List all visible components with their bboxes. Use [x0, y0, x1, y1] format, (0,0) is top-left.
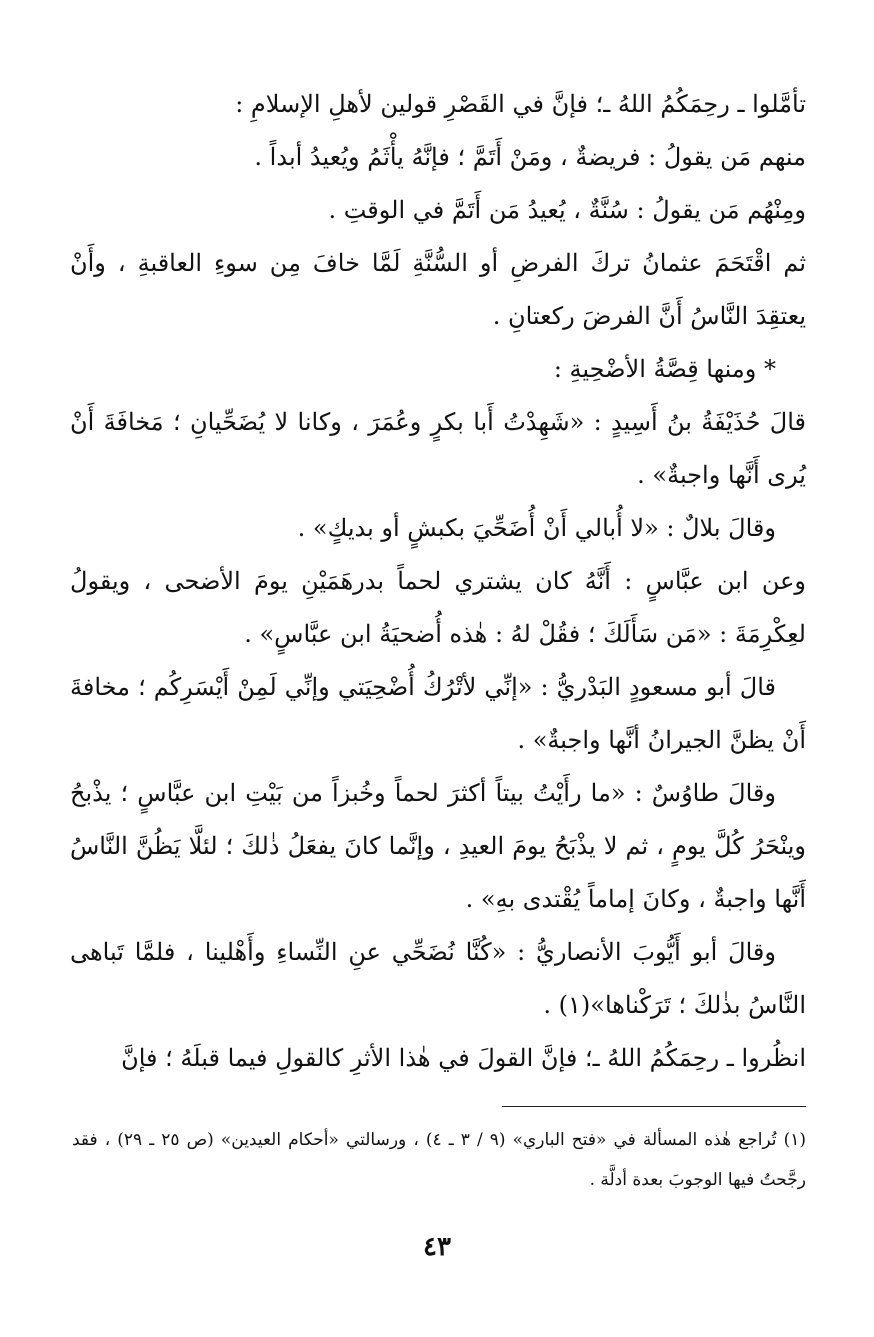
- section-heading: * ومنها قِصَّةُ الأضْحِيةِ :: [553, 355, 776, 383]
- paragraph-7: وقالَ بلالٌ : «لا أُبالي أَنْ أُضَحِّيَ بكبشٍ أو بديكٍ» .: [297, 514, 776, 542]
- main-text: [70, 78, 806, 1085]
- paragraph-9: قالَ أبو مسعودٍ البَدْريُّ : «إنِّي لأتْرُكُ أُضْحِيَتي وإنِّي لَمِنْ أَيْسَرِكُم ؛ مخافةَ أَنْ يظنَّ الجيرانُ أنَّها واجبةٌ» .: [70, 673, 806, 754]
- paragraph-11: وقالَ أبو أَيُّوبَ الأنصاريُّ : «كُنَّا نُضَحِّي عنِ النِّساءِ وأَهْلينا ، فلمَّا تَباهى النَّاسُ بذٰلكَ ؛ تَرَكْناها»(١) .: [70, 938, 806, 1019]
- paragraph-2: منهم مَن يقولُ : فريضةٌ ، ومَنْ أَتَمَّ ؛ فإنَّهُ يأْثَمُ ويُعيدُ أبداً .: [254, 143, 806, 171]
- paragraph-10: وقالَ طاوُسٌ : «ما رأَيْتُ بيتاً أكثرَ لحماً وخُبزاً من بَيْتِ ابن عبَّاسٍ ؛ يذْبحُ وينْحَرُ كُلَّ يومٍ ، ثم لا يذْبَحُ يومَ العيدِ ، وإنَّما كانَ يفعَلُ ذٰلكَ ؛ لئلَّا يَظُنَّ النَّاسُ أَنَّها واجبةٌ ، وكانَ إماماً يُقْتدى بهِ» .: [70, 779, 806, 913]
- paragraph-3: ومِنْهُم مَن يقولُ : سُنَّةٌ ، يُعيدُ مَن أَتَمَّ في الوقتِ .: [328, 196, 806, 224]
- footnote-divider: [502, 1106, 806, 1107]
- paragraph-8: وعن ابن عبَّاسٍ : أَنَّهُ كان يشتري لحماً بدرهَمَيْنِ يومَ الأضحى ، ويقولُ لعِكْرِمَةَ : «مَن سَأَلَكَ ؛ فقُلْ لهُ : هٰذه أُضحيَةُ ابن عبَّاسٍ» .: [70, 567, 806, 648]
- footnote-1: (١) تُراجع هٰذه المسألة في «فتح الباري» (٩ / ٣ ـ ٤) ، ورسالتي «أحكام العيدين» (ص ٢٥ ـ ٢٩) ، فقد رجَّحتُ فيها الوجوبَ بعدة أدلَّة .: [72, 1130, 806, 1190]
- page-number: ٤٣: [423, 1232, 451, 1262]
- paragraph-1: تأمَّلوا ـ رحِمَكُمُ اللهُ ـ؛ فإنَّ في القَصْرِ قولين لأهلِ الإسلامِ :: [235, 90, 806, 118]
- paragraph-4: ثم اقْتَحَمَ عثمانُ تركَ الفرضِ أو السُّنَّةِ لَمَّا خافَ مِن سوءِ العاقبةِ ، وأَنْ يعتقِدَ النَّاسُ أَنَّ الفرضَ ركعتانِ .: [70, 249, 806, 330]
- paragraph-6: قالَ حُذَيْفَةُ بنُ أَسِيدٍ : «شَهِدْتُ أَبا بكرٍ وعُمَرَ ، وكانا لا يُضَحِّيانِ ؛ مَخافَةَ أَنْ يُرى أَنَّها واجبةٌ» .: [70, 408, 806, 489]
- paragraph-12: انظُروا ـ رحِمَكُمُ اللهُ ـ؛ فإنَّ القولَ في هٰذا الأثرِ كالقولِ فيما قبلَهُ ؛ فإنَّ: [121, 1044, 806, 1072]
